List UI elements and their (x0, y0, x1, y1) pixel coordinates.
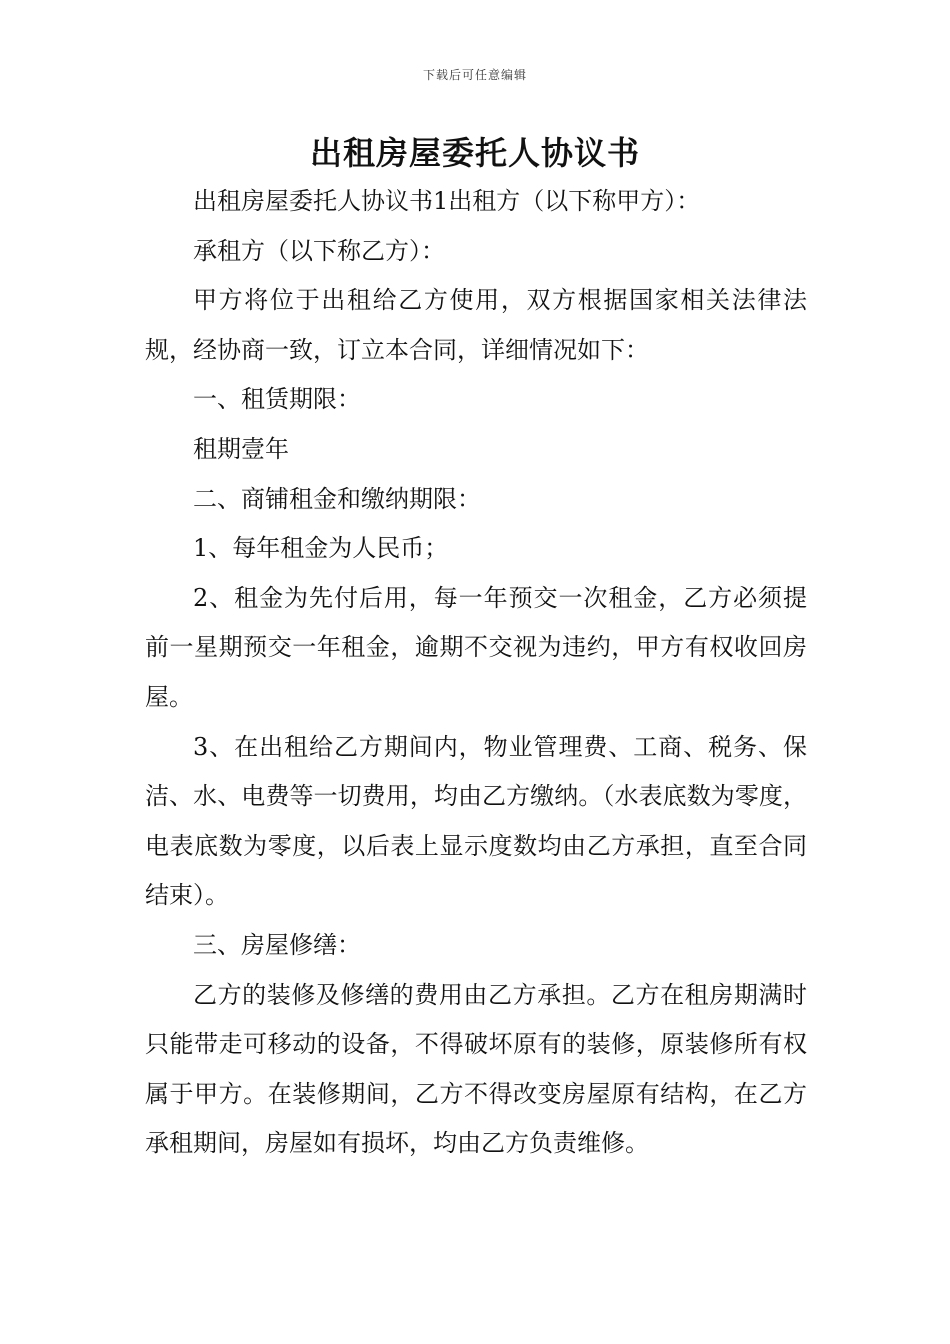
document-title: 出租房屋委托人协议书 (309, 134, 640, 172)
document-body (145, 177, 807, 1169)
paragraph-rent-3: 3、在出租给乙方期间内，物业管理费、工商、税务、保洁、水、电费等一切费用，均由乙方缴纳。（水表底数为零度，电表底数为零度，以后表上显示度数均由乙方承担，直至合同结束）。 (145, 732, 807, 910)
section-heading-repair: 三、房屋修缮： (193, 930, 361, 959)
paragraph-rent-2: 2、租金为先付后用，每一年预交一次租金，乙方必须提前一星期预交一年租金，逾期不交视为违约，甲方有权收回房屋。 (145, 583, 807, 711)
paragraph-rent-1: 1、每年租金为人民币； (193, 534, 449, 563)
header-note: 下载后可任意编辑 (422, 68, 527, 82)
paragraph-tenant: 承租方（以下称乙方）： (193, 236, 445, 265)
paragraph-intro: 出租房屋委托人协议书1出租方（以下称甲方）： (193, 187, 701, 215)
section-heading-term: 一、租赁期限： (193, 385, 361, 414)
section-heading-rent: 二、商铺租金和缴纳期限： (193, 484, 481, 513)
paragraph-term: 租期壹年 (193, 434, 289, 463)
paragraph-repair: 乙方的装修及修缮的费用由乙方承担。乙方在租房期满时只能带走可移动的设备，不得破坏原有的装修，原装修所有权属于甲方。在装修期间，乙方不得改变房屋原有结构，在乙方承租期间，房屋如有损坏，均由乙方负责维修。 (145, 980, 807, 1158)
paragraph-preamble: 甲方将位于出租给乙方使用，双方根据国家相关法律法规，经协商一致，订立本合同，详细情况如下： (145, 286, 807, 364)
